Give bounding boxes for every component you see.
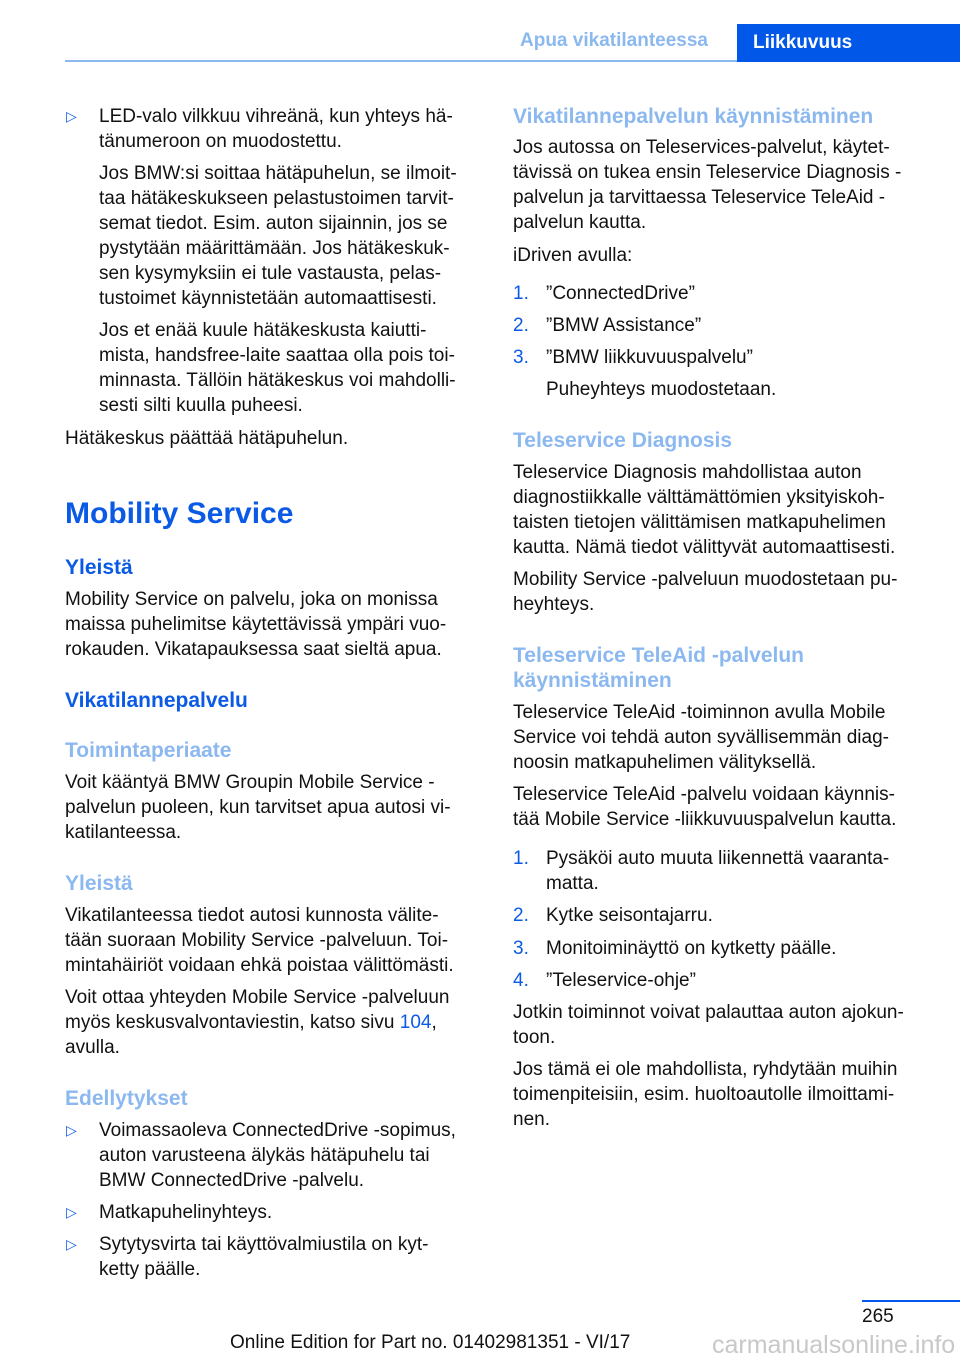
text-line: Jos tämä ei ole mahdollista, ryhdytään muihin (513, 1059, 898, 1080)
text-line: Matkapuhelinyhteys. (99, 1202, 273, 1223)
paragraph (65, 985, 449, 1060)
text-line: heyhteys. (513, 594, 595, 615)
text-line: Mobility Service on palvelu, joka on monissa (65, 589, 438, 610)
step-number: 3. (513, 938, 529, 959)
paragraph (99, 161, 457, 311)
heading-kaynnistaminen: Vikatilannepalvelun käynnistäminen (513, 105, 874, 128)
paragraph (65, 903, 454, 978)
step-item: ”ConnectedDrive” (546, 283, 695, 304)
step-number: 1. (513, 848, 529, 869)
text-line: LED-valo vilkkuu vihreänä, kun yhteys hä- (99, 106, 453, 127)
bullet-marker-icon: ▷ (66, 1204, 77, 1220)
text-line: Teleservice TeleAid -toiminnon avulla Mobile (513, 702, 886, 723)
watermark: carmanualsonline.info (712, 1331, 956, 1359)
step-item (546, 846, 889, 896)
text-line: Teleservice TeleAid -palvelu voidaan käynnis- (513, 784, 895, 805)
text-line: maissa puhelimitse käytettävissä ympäri vuo- (65, 614, 447, 635)
step-item: ”BMW Assistance” (546, 315, 702, 336)
heading-yleista-2: Yleistä (65, 872, 133, 895)
text-line: tää Mobile Service -liikkuvuuspalvelun kautta. (513, 809, 897, 830)
paragraph (513, 700, 889, 775)
text-line: Service voi tehdä auton syvällisemmän diag- (513, 727, 889, 748)
page-link[interactable]: 104 (399, 1012, 432, 1033)
text-line: Teleservice TeleAid -palvelun (513, 644, 805, 667)
text-line: matta. (546, 873, 599, 894)
paragraph (513, 460, 895, 560)
text-line: taa hätäkeskukseen pelastustoimen tarvit- (99, 188, 454, 209)
text-line: rokauden. Vikatapauksessa saat sieltä apua. (65, 639, 442, 660)
text-line: palvelun ja tarvittaessa Teleservice TeleAid - (513, 187, 886, 208)
page-number: 265 (862, 1306, 894, 1327)
paragraph (513, 1000, 904, 1050)
text-line: noosin matkapuhelimen välityksellä. (513, 752, 817, 773)
text-line: Jotkin toiminnot voivat palauttaa auton ajokun- (513, 1002, 904, 1023)
text-line: tustoimet käynnistetään automaattisesti. (99, 288, 437, 309)
text-line: tävissä on tukea ensin Teleservice Diagnosis - (513, 162, 902, 183)
bullet-item (99, 1200, 272, 1225)
bullet-marker-icon: ▷ (66, 1122, 77, 1138)
text-line: palvelun kautta. (513, 212, 647, 233)
text: myös keskusvalvontaviestin, katso sivu (65, 1012, 400, 1033)
text-line: sesti silti kuulla puheesi. (99, 395, 303, 416)
heading-yleista: Yleistä (65, 556, 133, 579)
text-line: Jos autossa on Teleservices-palvelut, käytet- (513, 137, 890, 158)
text-line: kautta. Nämä tiedot välittyvät automaattisesti. (513, 537, 896, 558)
bullet-item (99, 1118, 456, 1193)
step-item: Monitoiminäyttö on kytketty päälle. (546, 938, 837, 959)
edition-note: Online Edition for Part no. 01402981351 - VI/17 (230, 1332, 631, 1353)
paragraph (65, 770, 451, 845)
bullet-item (99, 1232, 428, 1282)
text-line: pystytään määrittämään. Jos hätäkeskuk- (99, 238, 450, 259)
bullet-marker-icon: ▷ (66, 108, 77, 124)
step-number: 2. (513, 315, 529, 336)
text-line: Sytytysvirta tai käyttövalmiustila on kyt- (99, 1234, 429, 1255)
text-line: Jos et enää kuule hätäkeskusta kaiutti- (99, 320, 427, 341)
text-line: tänumeroon on muodostettu. (99, 131, 342, 152)
step-number: 1. (513, 283, 529, 304)
heading-edellytykset: Edellytykset (65, 1087, 188, 1110)
header-rule (65, 60, 737, 62)
heading-toimintaperiaate: Toimintaperiaate (65, 739, 232, 762)
page-number-rule (862, 1300, 960, 1302)
text-line: auton varusteena älykäs hätäpuhelu tai (99, 1145, 430, 1166)
step-item: Kytke seisontajarru. (546, 905, 713, 926)
paragraph (99, 318, 456, 418)
text-line: avulla. (65, 1037, 120, 1058)
header-chapter-tab: Liikkuvuus (737, 24, 960, 62)
step-item: ”Teleservice-ohje” (546, 970, 696, 991)
text-line: toon. (513, 1027, 556, 1048)
paragraph (65, 587, 446, 662)
text-line: BMW ConnectedDrive -palvelu. (99, 1170, 365, 1191)
bullet-marker-icon: ▷ (66, 1236, 77, 1252)
heading-teleaid (513, 643, 804, 693)
text-line: Voit kääntyä BMW Groupin Mobile Service - (65, 772, 435, 793)
text-line: Voit ottaa yhteyden Mobile Service -palveluun (65, 987, 450, 1008)
text-line: mintahäiriöt voidaan ehkä poistaa välittömästi. (65, 955, 454, 976)
text-line: ketty päälle. (99, 1259, 201, 1280)
step-number: 2. (513, 905, 529, 926)
step-note: Puheyhteys muodostetaan. (546, 379, 777, 400)
heading-diagnosis: Teleservice Diagnosis (513, 429, 733, 452)
paragraph: iDriven avulla: (513, 245, 633, 266)
text-line: mista, handsfree-laite saattaa olla pois toi- (99, 345, 455, 366)
paragraph (513, 782, 896, 832)
text-line: käynnistäminen (513, 669, 672, 692)
paragraph: Hätäkeskus päättää hätäpuhelun. (65, 428, 349, 449)
text-line: palvelun puoleen, kun tarvitset apua autosi vi- (65, 797, 451, 818)
bullet-item (99, 104, 453, 154)
page-title: Mobility Service (65, 497, 294, 530)
step-number: 3. (513, 347, 529, 368)
text-line: Jos BMW:si soittaa hätäpuhelun, se ilmoit- (99, 163, 457, 184)
header-section: Apua vikatilanteessa (520, 30, 708, 51)
text: , (431, 1012, 437, 1033)
step-item: ”BMW liikkuvuuspalvelu” (546, 347, 753, 368)
text-line: toimenpiteisiin, esim. huoltoautolle ilmoittami- (513, 1084, 895, 1105)
paragraph (513, 1057, 897, 1132)
text-line: Vikatilanteessa tiedot autosi kunnosta välite- (65, 905, 439, 926)
text-line: Teleservice Diagnosis mahdollistaa auton (513, 462, 862, 483)
text-line: sen kysymyksiin ei tule vastausta, pelas- (99, 263, 442, 284)
text-line: Pysäköi auto muuta liikennettä vaaranta- (546, 848, 890, 869)
text-line: tään suoraan Mobility Service -palveluun. Toi- (65, 930, 449, 951)
paragraph (513, 567, 897, 617)
text-line: nen. (513, 1109, 550, 1130)
text-line: katilanteessa. (65, 822, 182, 843)
text-line: diagnostiikkalle välttämättömien yksityiskoh- (513, 487, 885, 508)
text-line (65, 1010, 449, 1035)
text-line: taisten tietojen välittämisen matkapuhelimen (513, 512, 886, 533)
text-line: semat tiedot. Esim. auton sijainnin, jos se (99, 213, 448, 234)
step-number: 4. (513, 970, 529, 991)
text-line: Voimassaoleva ConnectedDrive -sopimus, (99, 1120, 456, 1141)
paragraph (513, 135, 901, 235)
text-line: Mobility Service -palveluun muodostetaan pu- (513, 569, 898, 590)
text-line: minnasta. Tällöin hätäkeskus voi mahdolli- (99, 370, 456, 391)
heading-vikatilannepalvelu: Vikatilannepalvelu (65, 689, 248, 712)
